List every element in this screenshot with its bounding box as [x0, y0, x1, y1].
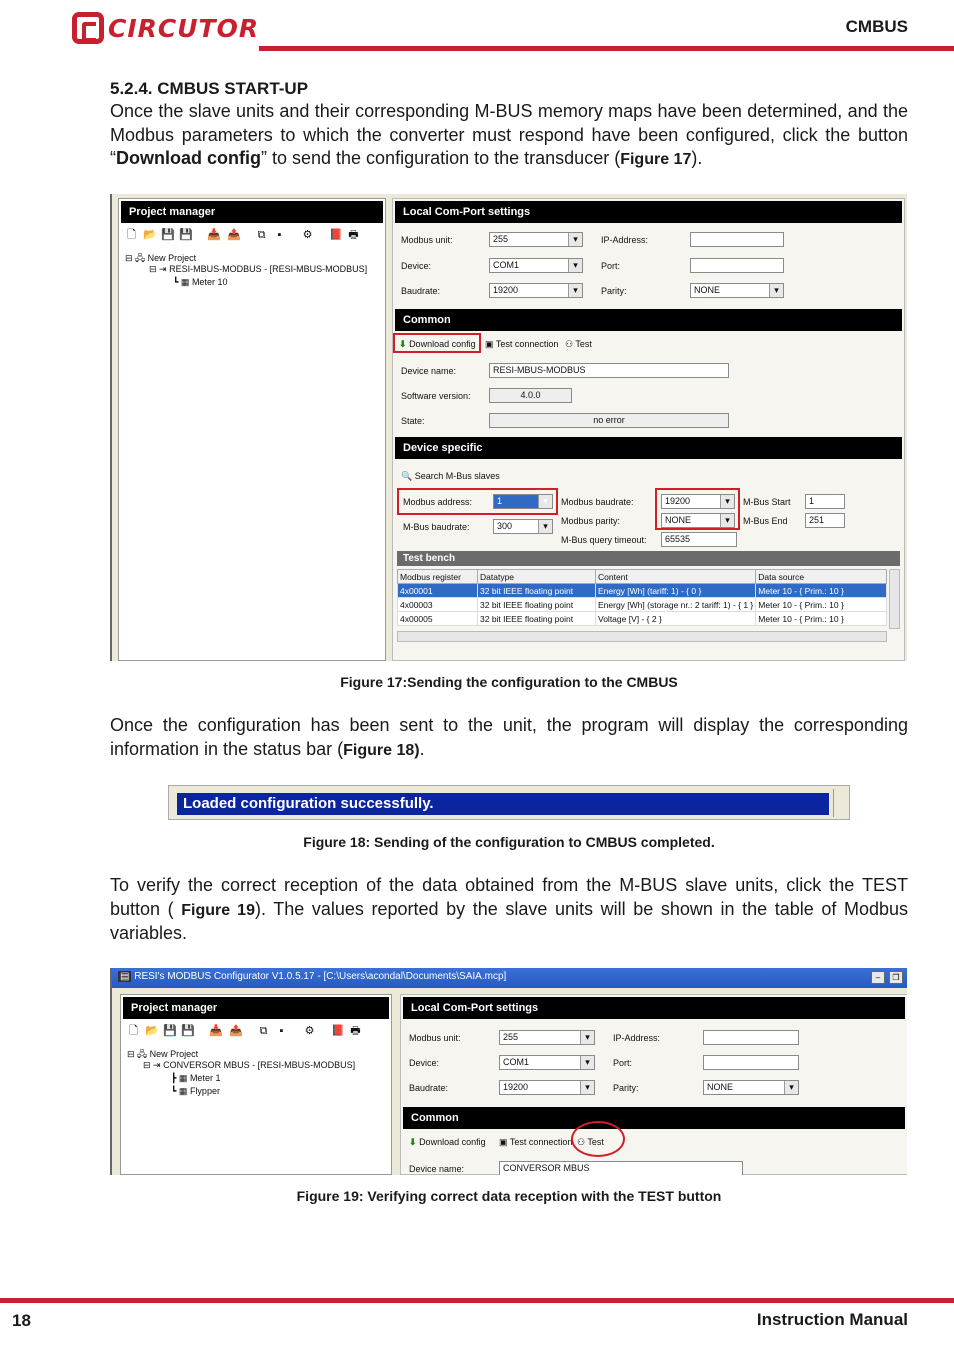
local-com-title-2: Local Com-Port settings: [403, 997, 905, 1019]
table-row[interactable]: 4x00003 32 bit IEEE floating point Energy [Wh] (storage nr.: 2 tariff: 1) - { 1 } Meter 10 - { Prim.: 10 }: [398, 598, 887, 612]
device-select[interactable]: COM1 ▾: [489, 258, 583, 273]
figure-17-caption: Figure 17:Sending the configuration to the CMBUS: [340, 674, 678, 690]
test-connection-button[interactable]: ▣ Test connection: [485, 339, 559, 349]
test-connection-icon: ▣: [485, 339, 494, 349]
test-icon: ⚇: [565, 339, 574, 349]
modbus-address-label: Modbus address:: [403, 497, 473, 507]
query-timeout-input[interactable]: 65535: [661, 532, 737, 547]
para2-fig-ref: Figure 18): [343, 741, 420, 759]
figure-17-screenshot: [110, 194, 907, 661]
software-version-label: Software version:: [401, 391, 471, 401]
save-all-icon[interactable]: 💾: [179, 229, 193, 241]
download-config-button[interactable]: ⬇ Download config: [409, 1137, 486, 1147]
mbus-start-input[interactable]: 1: [805, 494, 845, 509]
figure-18-caption: Figure 18: Sending of the configuration to CMBUS completed.: [303, 834, 715, 850]
open-folder-icon[interactable]: 📂: [145, 1025, 159, 1037]
tree-node-meter[interactable]: ┣ ▦ Meter 1: [171, 1073, 221, 1083]
delete-icon[interactable]: ▪: [279, 1025, 284, 1037]
modbus-parity-select[interactable]: NONE ▾: [661, 513, 735, 528]
modbus-address-highlight: [397, 488, 558, 515]
ip-address-input[interactable]: [690, 232, 784, 247]
baudrate-select[interactable]: 19200 ▾: [499, 1080, 595, 1095]
state-value: no error: [489, 413, 729, 428]
column-header-register[interactable]: Modbus register: [398, 570, 478, 584]
port-input[interactable]: [690, 258, 784, 273]
save-icon[interactable]: 💾: [163, 1025, 177, 1037]
mbus-end-input[interactable]: 251: [805, 513, 845, 528]
open-folder-icon[interactable]: 📂: [143, 229, 157, 241]
baudrate-label: Baudrate:: [409, 1083, 449, 1093]
minimize-icon[interactable]: –: [871, 971, 885, 984]
para3-fig-ref: Figure 19: [181, 901, 255, 919]
common-title: Common: [395, 309, 902, 331]
paragraph-1: [110, 100, 908, 172]
download-arrow-icon: ⬇: [409, 1137, 417, 1147]
page-number: 18: [12, 1311, 31, 1330]
restore-icon[interactable]: ❐: [889, 971, 903, 984]
test-bench-table: [397, 569, 887, 626]
settings-column: [392, 198, 905, 661]
column-header-content[interactable]: Content: [596, 570, 756, 584]
modbus-parity-label: Modbus parity:: [561, 516, 621, 526]
ip-address-label: IP-Address:: [601, 235, 649, 245]
software-version-value: 4.0.0: [489, 388, 572, 403]
new-file-icon[interactable]: 🗋: [129, 1025, 138, 1037]
para1-text-c: ).: [691, 148, 703, 168]
import-icon[interactable]: 📥: [209, 1025, 223, 1037]
para1-text-a: Once the slave units and their corresponding M-BUS memory maps have been determined, and the Modbus parameters to which the converter must respond have been configured, click the button “: [110, 101, 908, 168]
help-book-icon[interactable]: 📕: [331, 1025, 345, 1037]
export-icon[interactable]: 📤: [229, 1025, 243, 1037]
paragraph-3: [110, 874, 908, 946]
port-label: Port:: [601, 261, 621, 271]
settings-icon[interactable]: ⚙: [302, 229, 313, 241]
test-button[interactable]: ⚇ Test: [565, 339, 592, 349]
save-icon[interactable]: 💾: [161, 229, 175, 241]
ip-address-input[interactable]: [703, 1030, 799, 1045]
mbus-end-label: M-Bus End: [743, 516, 788, 526]
save-all-icon[interactable]: 💾: [181, 1025, 195, 1037]
device-specific-title: Device specific: [395, 437, 902, 459]
parity-select[interactable]: NONE ▾: [703, 1080, 799, 1095]
settings-column-2: [400, 994, 907, 1175]
modbus-address-select[interactable]: 1 ▾: [493, 494, 553, 509]
para2-text-a: Once the configuration has been sent to the unit, the program will display the corresponding information in the status bar (: [110, 715, 908, 759]
tree-node-project[interactable]: ⊟ 🖧 New Project: [125, 253, 197, 263]
tree-node-project[interactable]: ⊟ 🖧 New Project: [127, 1049, 199, 1059]
table-row[interactable]: 4x00005 32 bit IEEE floating point Voltage [V] - { 2 } Meter 10 - { Prim.: 10 }: [398, 612, 887, 626]
local-com-title: Local Com-Port settings: [395, 201, 902, 223]
baudrate-label: Baudrate:: [401, 286, 441, 296]
table-vertical-scrollbar[interactable]: [889, 569, 900, 629]
column-header-datatype[interactable]: Datatype: [478, 570, 596, 584]
settings-icon[interactable]: ⚙: [304, 1025, 315, 1037]
modbus-baudrate-parity-highlight: [655, 488, 740, 530]
state-label: State:: [401, 416, 425, 426]
circutor-logo-icon: [72, 12, 104, 44]
device-name-input[interactable]: RESI-MBUS-MODBUS: [489, 363, 729, 378]
new-file-icon[interactable]: 🗋: [127, 229, 136, 241]
download-config-button[interactable]: ⬇ Download config: [399, 339, 476, 349]
parity-select[interactable]: NONE ▾: [690, 283, 784, 298]
modbus-baudrate-select[interactable]: 19200 ▾: [661, 494, 735, 509]
column-header-data-source[interactable]: Data source: [756, 570, 887, 584]
device-label: Device:: [401, 261, 432, 271]
device-name-label: Device name:: [409, 1164, 465, 1174]
device-label: Device:: [409, 1058, 440, 1068]
app-icon: ▤: [120, 971, 130, 982]
help-book-icon[interactable]: 📕: [329, 229, 343, 241]
modbus-unit-label: Modbus unit:: [401, 235, 453, 245]
logo-text: CIRCUTOR: [108, 13, 260, 43]
download-config-highlight: [393, 333, 481, 353]
project-manager-title: Project manager: [121, 201, 383, 223]
para1-text-b: ” to send the configuration to the transducer (: [260, 148, 621, 168]
header-rule: [259, 46, 954, 51]
tree-node-flypper[interactable]: ┗ ▦ Flypper: [171, 1086, 220, 1096]
tree-node-device[interactable]: ⊟ ⇥ CONVERSOR MBUS - [RESI-MBUS-MODBUS]: [143, 1060, 356, 1070]
footer-title: Instruction Manual: [756, 1310, 908, 1329]
download-arrow-icon: ⬇: [399, 339, 407, 349]
table-horizontal-scrollbar[interactable]: [397, 631, 887, 642]
import-icon[interactable]: 📥: [207, 229, 221, 241]
mbus-baudrate-select[interactable]: 300 ▾: [493, 519, 553, 534]
parity-label: Parity:: [601, 286, 627, 296]
device-name-input[interactable]: CONVERSOR MBUS: [499, 1161, 743, 1175]
print-icon[interactable]: 🖶: [350, 1025, 361, 1037]
modbus-unit-select[interactable]: 255 ▾: [489, 232, 583, 247]
mbus-baudrate-label: M-Bus baudrate:: [403, 522, 470, 532]
copy-icon[interactable]: ⧉: [257, 229, 266, 241]
modbus-unit-select[interactable]: 255 ▾: [499, 1030, 595, 1045]
figure-18-status-bar: [168, 785, 850, 820]
test-icon: ⚇: [577, 1137, 586, 1147]
print-icon[interactable]: 🖶: [348, 229, 359, 241]
para3-text-a: To verify the correct reception of the data obtained from the M-BUS slave units, click the TEST button (: [110, 875, 908, 919]
window-title-bar: [112, 968, 907, 988]
search-icon: 🔍: [401, 471, 413, 481]
test-button[interactable]: ⚇ Test: [577, 1137, 604, 1147]
delete-icon[interactable]: ▪: [277, 229, 282, 241]
circutor-logo: [72, 12, 259, 44]
port-label: Port:: [613, 1058, 633, 1068]
query-timeout-label: M-Bus query timeout:: [561, 535, 647, 545]
parity-label: Parity:: [613, 1083, 639, 1093]
test-connection-icon: ▣: [499, 1137, 508, 1147]
test-bench-title: Test bench: [397, 551, 900, 566]
common-title-2: Common: [403, 1107, 905, 1129]
modbus-baudrate-label: Modbus baudrate:: [561, 497, 634, 507]
device-name-label: Device name:: [401, 366, 457, 376]
window-title: RESI's MODBUS Configurator V1.0.5.17 - [C:\Users\acondal\Documents\SAIA.mcp]: [134, 971, 507, 982]
project-manager-title-2: Project manager: [123, 997, 389, 1019]
status-divider: [833, 789, 834, 817]
tree-node-meter[interactable]: ┗ ▦ Meter 10: [173, 277, 228, 287]
mbus-start-label: M-Bus Start: [743, 497, 791, 507]
paragraph-2: [110, 714, 908, 762]
copy-icon[interactable]: ⧉: [259, 1025, 268, 1037]
figure-19-caption: Figure 19: Verifying correct data reception with the TEST button: [296, 1188, 722, 1204]
footer-rule: [0, 1298, 954, 1303]
test-button-highlight: [571, 1121, 625, 1157]
port-input[interactable]: [703, 1055, 799, 1070]
project-manager-panel: [118, 198, 386, 661]
para2-text-b: .: [419, 738, 425, 759]
test-connection-button[interactable]: ▣ Test connection: [499, 1137, 573, 1147]
section-title: 5.2.4. CMBUS START-UP: [110, 79, 309, 98]
para1-fig-ref: Figure 17: [620, 151, 692, 168]
project-manager-panel-2: [120, 994, 392, 1175]
para1-bold: Download config: [116, 148, 261, 168]
header-section-title: CMBUS: [845, 17, 908, 36]
ip-address-label: IP-Address:: [613, 1033, 661, 1043]
tree-node-device[interactable]: ⊟ ⇥ RESI-MBUS-MODBUS - [RESI-MBUS-MODBUS]: [149, 264, 368, 274]
status-message: Loaded configuration successfully.: [177, 793, 829, 815]
baudrate-select[interactable]: 19200 ▾: [489, 283, 583, 298]
modbus-unit-label: Modbus unit:: [409, 1033, 461, 1043]
export-icon[interactable]: 📤: [227, 229, 241, 241]
search-mbus-button[interactable]: 🔍 Search M-Bus slaves: [401, 471, 500, 481]
device-select[interactable]: COM1 ▾: [499, 1055, 595, 1070]
table-row[interactable]: 4x00001 32 bit IEEE floating point Energy [Wh] (tariff: 1) - { 0 } Meter 10 - { Prim.: 10 }: [398, 584, 887, 598]
figure-19-screenshot: [110, 968, 907, 1175]
para3-text-b: ). The values reported by the slave units will be shown in the table of Modbus variables.: [110, 898, 908, 943]
